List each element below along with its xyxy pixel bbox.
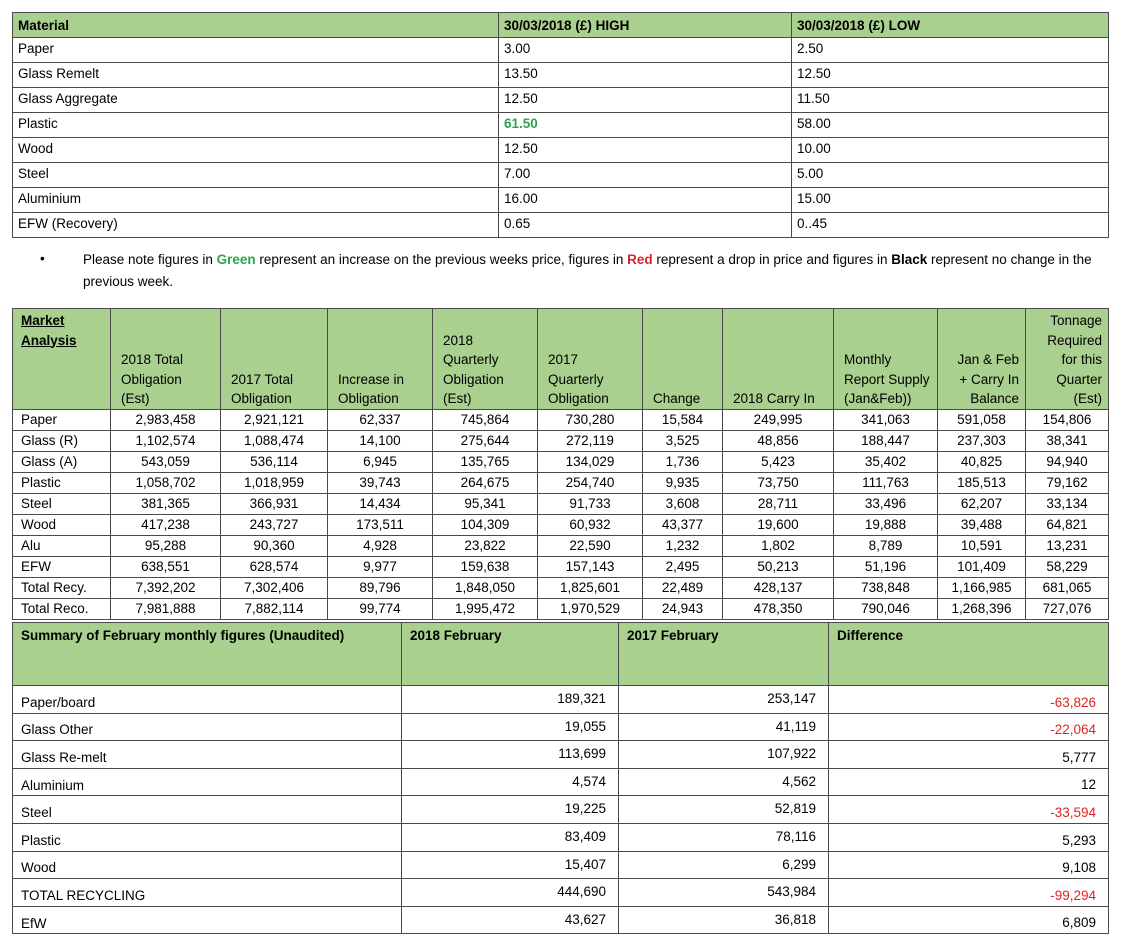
market-value: 366,931 [221, 493, 328, 514]
summary-label: Glass Other [13, 713, 402, 741]
price-low: 11.50 [792, 88, 1109, 113]
market-value: 35,402 [834, 451, 938, 472]
summary-difference: 12 [829, 768, 1109, 796]
market-value: 154,806 [1026, 409, 1109, 430]
row-label: Alu [13, 535, 111, 556]
material-name: Paper [13, 38, 499, 63]
summary-difference: -63,826 [829, 686, 1109, 714]
market-value: 62,337 [328, 409, 433, 430]
market-value: 243,727 [221, 514, 328, 535]
summary-header-2018: 2018 February [402, 623, 619, 686]
market-value: 1,018,959 [221, 472, 328, 493]
market-value: 33,134 [1026, 493, 1109, 514]
market-value: 1,802 [723, 535, 834, 556]
table-row [13, 514, 1109, 535]
market-value: 40,825 [938, 451, 1026, 472]
summary-2018: 4,574 [402, 768, 619, 796]
price-header-high: 30/03/2018 (£) HIGH [499, 13, 792, 38]
price-low: 12.50 [792, 63, 1109, 88]
market-value: 745,864 [433, 409, 538, 430]
table-row [13, 63, 1109, 88]
table-row [13, 472, 1109, 493]
market-value: 19,888 [834, 514, 938, 535]
market-header-1: 2018 Total Obligation (Est) [111, 309, 221, 410]
market-value: 790,046 [834, 598, 938, 619]
material-name: Glass Remelt [13, 63, 499, 88]
summary-label: Wood [13, 851, 402, 879]
summary-label: EfW [13, 906, 402, 934]
market-header-5: 2017 Quarterly Obligation [538, 309, 643, 410]
price-low: 58.00 [792, 113, 1109, 138]
summary-2017: 78,116 [619, 823, 829, 851]
table-row [13, 851, 1109, 879]
material-name: Plastic [13, 113, 499, 138]
market-value: 159,638 [433, 556, 538, 577]
table-row [13, 138, 1109, 163]
market-value: 28,711 [723, 493, 834, 514]
market-value: 111,763 [834, 472, 938, 493]
price-table-header [13, 13, 1109, 38]
market-value: 264,675 [433, 472, 538, 493]
price-high: 16.00 [499, 188, 792, 213]
row-label: Steel [13, 493, 111, 514]
market-value: 738,848 [834, 577, 938, 598]
market-value: 89,796 [328, 577, 433, 598]
summary-2017: 107,922 [619, 741, 829, 769]
price-low: 10.00 [792, 138, 1109, 163]
market-value: 43,377 [643, 514, 723, 535]
market-value: 90,360 [221, 535, 328, 556]
table-row [13, 713, 1109, 741]
summary-label: TOTAL RECYCLING [13, 879, 402, 907]
market-value: 39,743 [328, 472, 433, 493]
market-value: 38,341 [1026, 430, 1109, 451]
market-analysis-table [12, 308, 1109, 620]
material-name: Glass Aggregate [13, 88, 499, 113]
price-high: 61.50 [499, 113, 792, 138]
bullet: • [40, 251, 45, 266]
price-header-low: 30/03/2018 (£) LOW [792, 13, 1109, 38]
row-label: Paper [13, 409, 111, 430]
market-value: 2,921,121 [221, 409, 328, 430]
market-value: 48,856 [723, 430, 834, 451]
price-high: 0.65 [499, 213, 792, 238]
market-value: 15,584 [643, 409, 723, 430]
table-row [13, 823, 1109, 851]
table-row [13, 796, 1109, 824]
market-value: 4,928 [328, 535, 433, 556]
market-value: 1,102,574 [111, 430, 221, 451]
note-green-word: Green [216, 252, 256, 267]
market-value: 22,590 [538, 535, 643, 556]
market-value: 275,644 [433, 430, 538, 451]
summary-header-row [13, 623, 1109, 686]
table-row [13, 535, 1109, 556]
note-red-word: Red [627, 252, 653, 267]
market-value: 188,447 [834, 430, 938, 451]
market-value: 33,496 [834, 493, 938, 514]
market-value: 39,488 [938, 514, 1026, 535]
price-low: 2.50 [792, 38, 1109, 63]
summary-label: Glass Re-melt [13, 741, 402, 769]
market-value: 64,821 [1026, 514, 1109, 535]
market-value: 1,166,985 [938, 577, 1026, 598]
market-value: 272,119 [538, 430, 643, 451]
summary-label: Steel [13, 796, 402, 824]
market-value: 1,088,474 [221, 430, 328, 451]
market-value: 10,591 [938, 535, 1026, 556]
price-table [12, 12, 1109, 238]
market-value: 95,341 [433, 493, 538, 514]
note-black-word: Black [891, 252, 928, 267]
material-name: Aluminium [13, 188, 499, 213]
summary-difference: -22,064 [829, 713, 1109, 741]
summary-2018: 189,321 [402, 686, 619, 714]
summary-2018: 15,407 [402, 851, 619, 879]
price-high: 12.50 [499, 138, 792, 163]
table-row [13, 556, 1109, 577]
summary-2017: 52,819 [619, 796, 829, 824]
market-value: 638,551 [111, 556, 221, 577]
price-header-material: Material [13, 13, 499, 38]
market-value: 3,608 [643, 493, 723, 514]
row-label: Glass (R) [13, 430, 111, 451]
market-value: 94,940 [1026, 451, 1109, 472]
summary-title: Summary of February monthly figures (Unaudited) [13, 623, 402, 686]
market-value: 7,981,888 [111, 598, 221, 619]
row-label: Wood [13, 514, 111, 535]
market-value: 22,489 [643, 577, 723, 598]
price-high: 13.50 [499, 63, 792, 88]
table-row [13, 409, 1109, 430]
summary-header-2017: 2017 February [619, 623, 829, 686]
table-row [13, 577, 1109, 598]
row-label: Total Recy. [13, 577, 111, 598]
market-value: 1,970,529 [538, 598, 643, 619]
market-value: 1,268,396 [938, 598, 1026, 619]
market-value: 1,058,702 [111, 472, 221, 493]
market-value: 50,213 [723, 556, 834, 577]
market-value: 9,935 [643, 472, 723, 493]
market-value: 249,995 [723, 409, 834, 430]
market-value: 6,945 [328, 451, 433, 472]
market-value: 62,207 [938, 493, 1026, 514]
table-row [13, 163, 1109, 188]
market-value: 157,143 [538, 556, 643, 577]
market-header-6: Change [643, 309, 723, 410]
market-header-10: Tonnage Required for this Quarter (Est) [1026, 309, 1109, 410]
price-high: 12.50 [499, 88, 792, 113]
market-value: 58,229 [1026, 556, 1109, 577]
market-value: 104,309 [433, 514, 538, 535]
summary-difference: 6,809 [829, 906, 1109, 934]
market-value: 7,882,114 [221, 598, 328, 619]
market-value: 60,932 [538, 514, 643, 535]
price-high: 3.00 [499, 38, 792, 63]
summary-2018: 43,627 [402, 906, 619, 934]
market-value: 14,434 [328, 493, 433, 514]
market-value: 134,029 [538, 451, 643, 472]
table-row [13, 430, 1109, 451]
material-name: Steel [13, 163, 499, 188]
price-low: 15.00 [792, 188, 1109, 213]
market-value: 1,995,472 [433, 598, 538, 619]
market-header-3: Increase in Obligation [328, 309, 433, 410]
table-row [13, 188, 1109, 213]
summary-2018: 444,690 [402, 879, 619, 907]
market-header-9: Jan & Feb + Carry In Balance [938, 309, 1026, 410]
market-value: 254,740 [538, 472, 643, 493]
summary-difference: -33,594 [829, 796, 1109, 824]
summary-2017: 36,818 [619, 906, 829, 934]
price-low: 0..45 [792, 213, 1109, 238]
market-value: 2,495 [643, 556, 723, 577]
market-value: 1,825,601 [538, 577, 643, 598]
market-value: 79,162 [1026, 472, 1109, 493]
market-value: 1,848,050 [433, 577, 538, 598]
table-row [13, 113, 1109, 138]
market-header-0: Market Analysis [13, 309, 111, 410]
row-label: EFW [13, 556, 111, 577]
summary-difference: 9,108 [829, 851, 1109, 879]
market-value: 23,822 [433, 535, 538, 556]
market-value: 173,511 [328, 514, 433, 535]
summary-2017: 6,299 [619, 851, 829, 879]
market-value: 478,350 [723, 598, 834, 619]
market-value: 7,392,202 [111, 577, 221, 598]
table-row [13, 768, 1109, 796]
summary-2018: 83,409 [402, 823, 619, 851]
market-header-row [13, 309, 1109, 410]
table-row [13, 88, 1109, 113]
price-low: 5.00 [792, 163, 1109, 188]
market-value: 681,065 [1026, 577, 1109, 598]
market-value: 730,280 [538, 409, 643, 430]
table-row [13, 741, 1109, 769]
market-value: 3,525 [643, 430, 723, 451]
market-header-8: Monthly Report Supply (Jan&Feb)) [834, 309, 938, 410]
material-name: Wood [13, 138, 499, 163]
market-value: 417,238 [111, 514, 221, 535]
market-value: 19,600 [723, 514, 834, 535]
market-value: 341,063 [834, 409, 938, 430]
market-value: 99,774 [328, 598, 433, 619]
market-value: 9,977 [328, 556, 433, 577]
summary-difference: 5,293 [829, 823, 1109, 851]
market-value: 1,736 [643, 451, 723, 472]
market-header-2: 2017 Total Obligation [221, 309, 328, 410]
summary-2018: 19,055 [402, 713, 619, 741]
row-label: Total Reco. [13, 598, 111, 619]
table-row [13, 38, 1109, 63]
summary-difference: -99,294 [829, 879, 1109, 907]
summary-2017: 253,147 [619, 686, 829, 714]
summary-header-difference: Difference [829, 623, 1109, 686]
summary-label: Paper/board [13, 686, 402, 714]
summary-2017: 4,562 [619, 768, 829, 796]
market-value: 13,231 [1026, 535, 1109, 556]
table-row [13, 493, 1109, 514]
table-row [13, 686, 1109, 714]
market-value: 51,196 [834, 556, 938, 577]
market-header-7: 2018 Carry In [723, 309, 834, 410]
market-value: 1,232 [643, 535, 723, 556]
market-value: 24,943 [643, 598, 723, 619]
market-value: 381,365 [111, 493, 221, 514]
market-value: 101,409 [938, 556, 1026, 577]
market-value: 73,750 [723, 472, 834, 493]
note-text: Please note figures in Green represent an increase on the previous weeks price, figures in Red represent a drop in price and figures in Black represent no change in the previous week. [83, 252, 1092, 289]
table-row [13, 451, 1109, 472]
summary-label: Plastic [13, 823, 402, 851]
table-row [13, 879, 1109, 907]
market-value: 237,303 [938, 430, 1026, 451]
summary-2018: 19,225 [402, 796, 619, 824]
summary-difference: 5,777 [829, 741, 1109, 769]
market-value: 536,114 [221, 451, 328, 472]
row-label: Plastic [13, 472, 111, 493]
summary-label: Aluminium [13, 768, 402, 796]
market-value: 727,076 [1026, 598, 1109, 619]
table-row [13, 906, 1109, 934]
market-value: 5,423 [723, 451, 834, 472]
market-value: 591,058 [938, 409, 1026, 430]
material-name: EFW (Recovery) [13, 213, 499, 238]
row-label: Glass (A) [13, 451, 111, 472]
table-row [13, 213, 1109, 238]
market-header-4: 2018 Quarterly Obligation (Est) [433, 309, 538, 410]
market-value: 8,789 [834, 535, 938, 556]
market-value: 185,513 [938, 472, 1026, 493]
february-summary-table [12, 622, 1109, 934]
table-row [13, 598, 1109, 619]
market-value: 14,100 [328, 430, 433, 451]
market-value: 7,302,406 [221, 577, 328, 598]
market-value: 2,983,458 [111, 409, 221, 430]
market-value: 95,288 [111, 535, 221, 556]
market-value: 135,765 [433, 451, 538, 472]
market-value: 91,733 [538, 493, 643, 514]
summary-2017: 41,119 [619, 713, 829, 741]
market-value: 428,137 [723, 577, 834, 598]
market-value: 628,574 [221, 556, 328, 577]
market-value: 543,059 [111, 451, 221, 472]
summary-2018: 113,699 [402, 741, 619, 769]
summary-2017: 543,984 [619, 879, 829, 907]
price-high: 7.00 [499, 163, 792, 188]
